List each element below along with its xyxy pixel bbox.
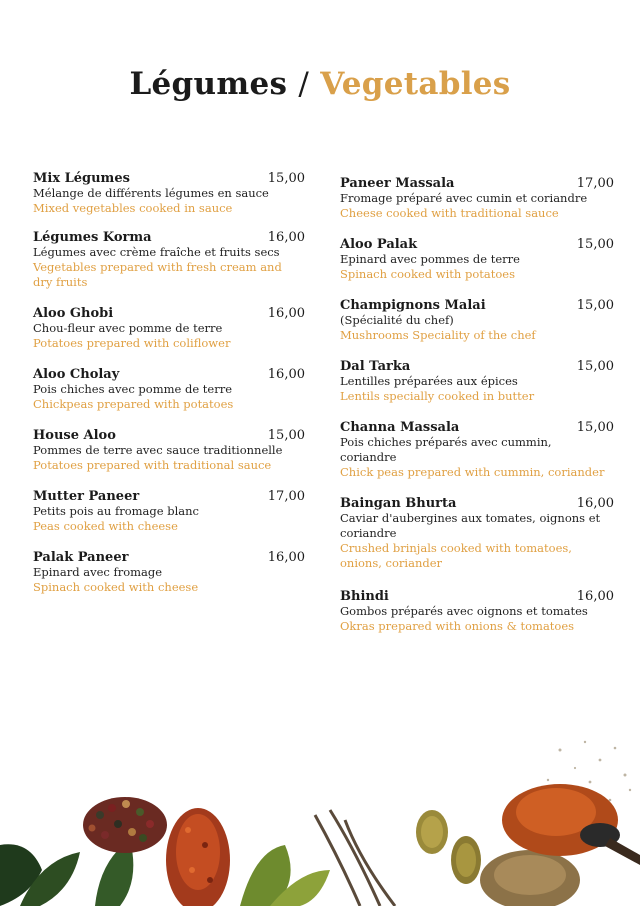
dish-price: 15,00	[576, 420, 614, 435]
dish-description-fr: Epinard avec pommes de terre	[340, 252, 520, 266]
dish-description-fr: Légumes avec crème fraîche et fruits secs	[33, 245, 280, 259]
dish-description-en: Peas cooked with cheese	[33, 519, 178, 533]
dish-price: 16,00	[267, 230, 305, 245]
dish-price: 15,00	[576, 298, 614, 313]
dish-description-fr: Pommes de terre avec sauce traditionnelle	[33, 443, 283, 457]
dish-description-en: Mixed vegetables cooked in sauce	[33, 201, 233, 215]
title-separator: /	[298, 66, 310, 102]
dish-price: 16,00	[576, 589, 614, 604]
menu-item	[340, 496, 614, 571]
dish-description-fr: Chou-fleur avec pomme de terre	[33, 321, 223, 335]
dish-name: Aloo Ghobi	[33, 306, 114, 321]
dish-description-en: Lentils specially cooked in butter	[340, 389, 535, 403]
dish-name: Bhindi	[340, 589, 389, 604]
menu-item	[340, 176, 614, 221]
cumin-pile	[480, 850, 580, 906]
dish-price: 15,00	[576, 359, 614, 374]
dish-name: Channa Massala	[340, 420, 460, 435]
dish-description-fr: Lentilles préparées aux épices	[340, 374, 518, 388]
menu-item	[340, 359, 614, 404]
dish-price: 15,00	[576, 237, 614, 252]
dish-description-en: Spinach cooked with potatoes	[340, 267, 515, 281]
dish-name: Palak Paneer	[33, 550, 129, 565]
dish-price: 15,00	[267, 428, 305, 443]
menu-item	[340, 237, 614, 282]
dish-description-fr: Caviar d'aubergines aux tomates, oignons et coriandre	[340, 511, 601, 540]
menu-item	[33, 230, 305, 290]
dish-price: 16,00	[576, 496, 614, 511]
title-english: Vegetables	[320, 66, 511, 102]
dish-price: 15,00	[267, 171, 305, 186]
title-french: Légumes	[129, 66, 288, 102]
dish-price: 17,00	[267, 489, 305, 504]
menu-item	[33, 367, 305, 412]
dish-description-en: Vegetables prepared with fresh cream and dry fruits	[33, 260, 282, 289]
dish-description-en: Mushrooms Speciality of the chef	[340, 328, 536, 342]
dish-name: Dal Tarka	[340, 359, 411, 374]
dish-name: Mutter Paneer	[33, 489, 140, 504]
dish-description-en: Okras prepared with onions & tomatoes	[340, 619, 575, 633]
dish-description-fr: Epinard avec fromage	[33, 565, 163, 579]
dish-name: Champignons Malai	[340, 298, 486, 313]
leaves	[0, 840, 330, 906]
dish-description-en: Chick peas prepared with cummin, coriander	[340, 465, 605, 479]
menu-item	[33, 171, 305, 216]
dish-price: 16,00	[267, 306, 305, 321]
dish-description-fr: (Spécialité du chef)	[340, 313, 454, 327]
dish-description-en: Chickpeas prepared with potatoes	[33, 397, 234, 411]
dish-name: Mix Légumes	[33, 171, 130, 186]
dish-description-en: Spinach cooked with cheese	[33, 580, 199, 594]
dish-name: Paneer Massala	[340, 176, 455, 191]
menu-item	[340, 420, 614, 480]
dish-name: Aloo Cholay	[33, 367, 120, 382]
dish-name: Aloo Palak	[340, 237, 418, 252]
dish-description-fr: Pois chiches avec pomme de terre	[33, 382, 233, 396]
dish-price: 16,00	[267, 550, 305, 565]
chili-flakes-pile	[166, 808, 230, 906]
right-menu-column	[340, 176, 614, 634]
dish-description-fr: Pois chiches préparés avec cummin, coriandre	[340, 435, 552, 464]
spice-spoons	[416, 810, 481, 884]
page-title	[0, 66, 640, 102]
dish-price: 16,00	[267, 367, 305, 382]
dish-description-fr: Fromage préparé avec cumin et coriandre	[340, 191, 588, 205]
dish-description-en: Potatoes prepared with coliflower	[33, 336, 231, 350]
dish-description-fr: Petits pois au fromage blanc	[33, 504, 199, 518]
dish-description-en: Cheese cooked with traditional sauce	[340, 206, 559, 220]
dish-description-en: Potatoes prepared with traditional sauce	[33, 458, 272, 472]
menu-item	[33, 550, 305, 595]
peppercorn-pile	[83, 797, 167, 853]
dish-description-fr: Mélange de différents légumes en sauce	[33, 186, 269, 200]
menu-item	[340, 589, 614, 634]
menu-item	[340, 298, 614, 343]
dish-price: 17,00	[576, 176, 614, 191]
dish-name: Légumes Korma	[33, 230, 152, 245]
left-menu-column	[33, 171, 305, 595]
dish-name: House Aloo	[33, 428, 116, 443]
vanilla-pods	[315, 810, 395, 906]
dish-description-fr: Gombos préparés avec oignons et tomates	[340, 604, 588, 618]
menu-item	[33, 489, 305, 534]
menu-item	[33, 428, 305, 473]
dish-name: Baingan Bhurta	[340, 496, 457, 511]
menu-item	[33, 306, 305, 351]
dish-description-en: Crushed brinjals cooked with tomatoes, onions, coriander	[340, 541, 572, 570]
spices-decoration	[0, 720, 640, 906]
